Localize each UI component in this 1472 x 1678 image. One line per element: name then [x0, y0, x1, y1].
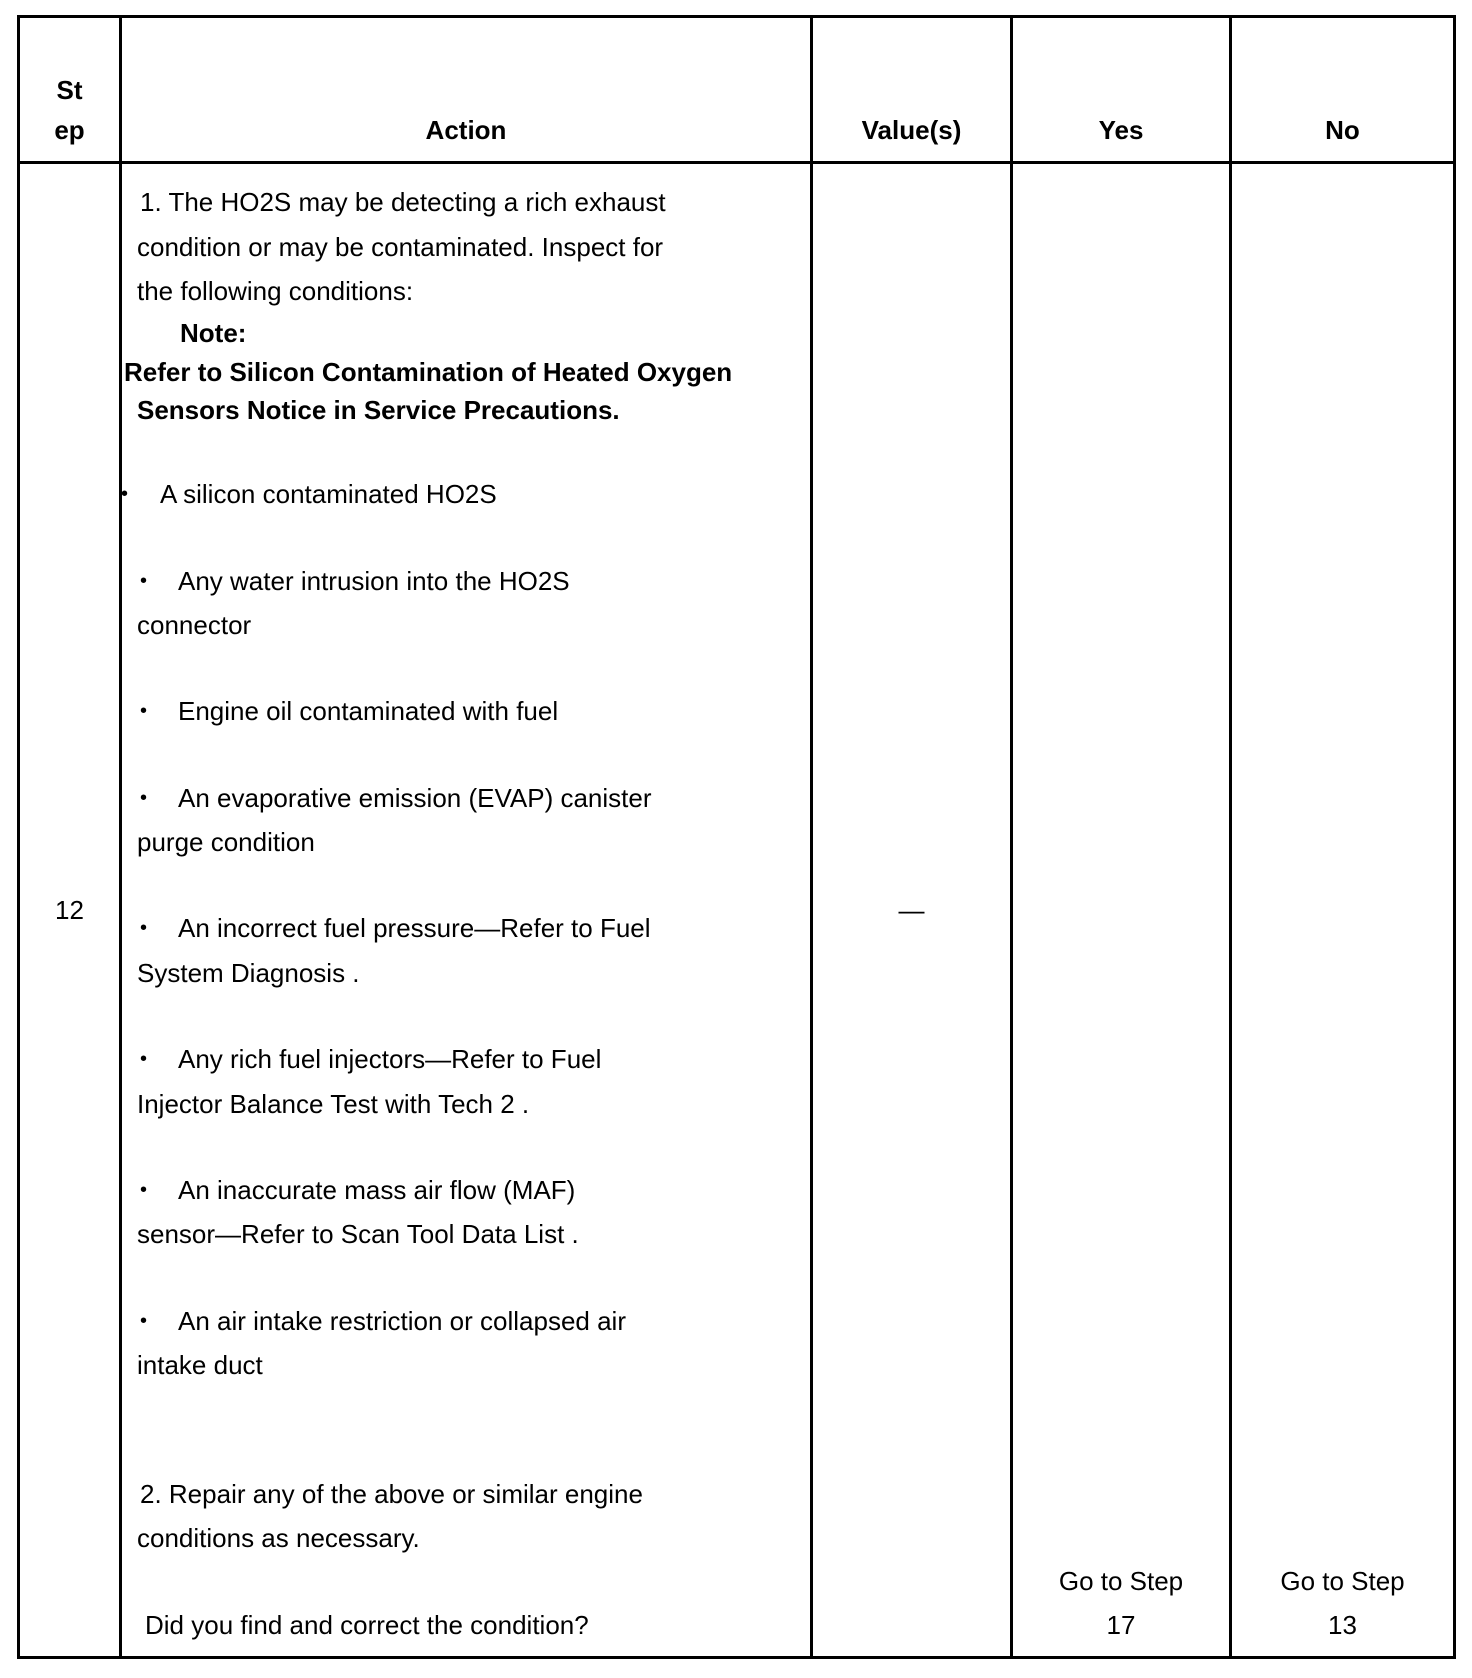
bullet-icon: • [140, 570, 148, 592]
bullet-icon: • [140, 917, 148, 939]
bullet-icon: • [140, 1048, 148, 1070]
action-item1-line2: condition or may be contaminated. Inspect for [137, 232, 664, 262]
table-left-border [17, 15, 20, 1659]
table-bottom-border [17, 1656, 1456, 1659]
bullet-2-line1: Any water intrusion into the HO2S [178, 566, 570, 596]
bullet-icon: • [140, 1310, 148, 1332]
yes-goto-line1: Go to Step [1058, 1566, 1184, 1596]
no-goto-line1: Go to Step [1280, 1566, 1405, 1596]
column-divider-values-yes [1010, 15, 1013, 1659]
bullet-icon: • [140, 787, 148, 809]
no-goto-line2: 13 [1328, 1610, 1357, 1640]
note-line1: Refer to Silicon Contamination of Heated Oxygen [124, 357, 733, 387]
table-right-border [1453, 15, 1456, 1659]
bullet-7-line1: An inaccurate mass air flow (MAF) [178, 1175, 576, 1205]
bullet-5-line1: An incorrect fuel pressure—Refer to Fuel [178, 913, 651, 943]
header-action: Action [425, 115, 507, 145]
header-values: Value(s) [861, 115, 962, 145]
header-bottom-border [17, 161, 1456, 164]
bullet-icon: • [140, 1179, 148, 1201]
bullet-icon: • [140, 700, 148, 722]
header-yes: Yes [1098, 115, 1144, 145]
value-cell: — [898, 895, 925, 925]
bullet-8-line2: intake duct [137, 1350, 263, 1380]
bullet-4-line2: purge condition [137, 827, 315, 857]
header-step-line2: ep [54, 115, 85, 145]
table-top-border [17, 15, 1456, 18]
action-question: Did you find and correct the condition? [145, 1610, 589, 1640]
column-divider-yes-no [1229, 15, 1232, 1659]
note-line2: Sensors Notice in Service Precautions. [137, 395, 620, 425]
action-item2-line2: conditions as necessary. [137, 1523, 420, 1553]
action-item2-line1: 2. Repair any of the above or similar engine [140, 1479, 643, 1509]
header-step [20, 70, 119, 150]
step-number: 12 [55, 895, 84, 925]
action-item1-line3: the following conditions: [137, 276, 414, 306]
bullet-6-line2: Injector Balance Test with Tech 2 . [137, 1089, 530, 1119]
bullet-5-line2: System Diagnosis . [137, 958, 360, 988]
bullet-2-line2: connector [137, 610, 252, 640]
column-divider-action-values [810, 15, 813, 1659]
bullet-1-text: A silicon contaminated HO2S [160, 479, 497, 509]
bullet-icon: • [121, 483, 129, 505]
header-step-line1: St [56, 75, 83, 105]
yes-goto-line2: 17 [1106, 1610, 1136, 1640]
bullet-7-line2: sensor—Refer to Scan Tool Data List . [137, 1219, 579, 1249]
bullet-6-line1: Any rich fuel injectors—Refer to Fuel [178, 1044, 602, 1074]
note-label: Note: [180, 318, 247, 348]
bullet-8-line1: An air intake restriction or collapsed air [178, 1306, 626, 1336]
bullet-4-line1: An evaporative emission (EVAP) canister [178, 783, 652, 813]
header-no: No [1325, 115, 1360, 145]
column-divider-step-action [119, 15, 122, 1659]
action-item1-line1: 1. The HO2S may be detecting a rich exhaust [140, 187, 666, 217]
bullet-3-text: Engine oil contaminated with fuel [178, 696, 559, 726]
